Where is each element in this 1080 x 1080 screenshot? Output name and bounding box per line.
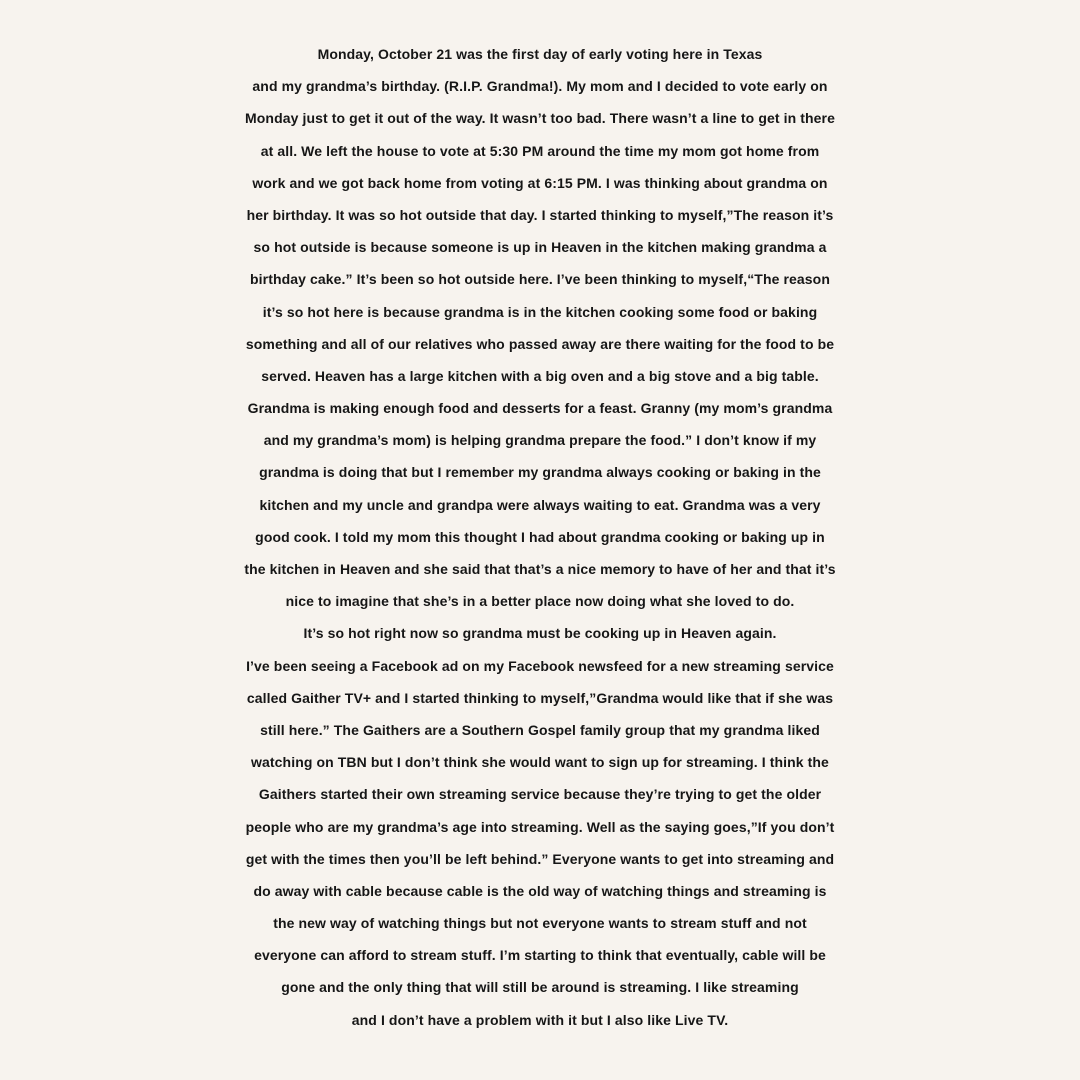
text-line: her birthday. It was so hot outside that day. I started thinking to myself,”The reason it’s [246,206,834,223]
text-line: served. Heaven has a large kitchen with a big oven and a big stove and a big table. [261,367,819,384]
text-line: and my grandma’s mom) is helping grandma prepare the food.” I don’t know if my [263,432,817,449]
text-line: good cook. I told my mom this thought I had about grandma cooking or baking up in [255,528,825,545]
text-line: Grandma is making enough food and desserts for a feast. Granny (my mom’s grandma [247,400,833,417]
text-line: the kitchen in Heaven and she said that that’s a nice memory to have of her and that it’s [244,561,836,577]
text-line: called Gaither TV+ and I started thinking to myself,”Grandma would like that if she was [246,689,834,706]
text-line: It’s so hot right now so grandma must be cooking up in Heaven again. [303,625,777,642]
text-line: Monday, October 21 was the first day of early voting here in Texas [317,46,763,62]
post-body [0,38,1080,1036]
text-line: so hot outside is because someone is up in Heaven in the kitchen making grandma a [253,239,827,256]
text-line: and my grandma’s birthday. (R.I.P. Grandma!). My mom and I decided to vote early on [252,78,828,95]
text-line: I’ve been seeing a Facebook ad on my Facebook newsfeed for a new streaming service [246,657,834,674]
text-line: the new way of watching things but not everyone wants to stream stuff and not [273,915,807,932]
text-line: nice to imagine that she’s in a better place now doing what she loved to do. [285,593,795,610]
text-line: work and we got back home from voting at 6:15 PM. I was thinking about grandma on [252,174,828,191]
text-line: still here.” The Gaithers are a Southern Gospel family group that my grandma liked [260,721,820,738]
text-line: get with the times then you’ll be left behind.” Everyone wants to get into streaming and [245,850,835,867]
text-line: it’s so hot here is because grandma is in the kitchen cooking some food or baking [262,303,818,320]
text-line: and I don’t have a problem with it but I also like Live TV. [351,1011,729,1028]
text-line: everyone can afford to stream stuff. I’m starting to think that eventually, cable will be [254,947,826,964]
text-line: kitchen and my uncle and grandpa were always waiting to eat. Grandma was a very [259,496,821,513]
text-line: Monday just to get it out of the way. It wasn’t too bad. There wasn’t a line to get in there [245,110,835,127]
text-line: do away with cable because cable is the old way of watching things and streaming is [253,882,827,899]
text-line: Gaithers started their own streaming service because they’re trying to get the older [258,786,822,803]
text-line: grandma is doing that but I remember my grandma always cooking or baking in the [259,464,821,481]
text-line: birthday cake.” It’s been so hot outside here. I’ve been thinking to myself,“The reason [250,271,830,288]
text-line: gone and the only thing that will still be around is streaming. I like streaming [281,979,799,996]
text-line: something and all of our relatives who passed away are there waiting for the food to be [245,335,835,352]
text-line: watching on TBN but I don’t think she would want to sign up for streaming. I think the [251,754,829,771]
text-line: people who are my grandma’s age into streaming. Well as the saying goes,”If you don’t [245,818,835,835]
text-line: at all. We left the house to vote at 5:30 PM around the time my mom got home from [260,142,820,159]
